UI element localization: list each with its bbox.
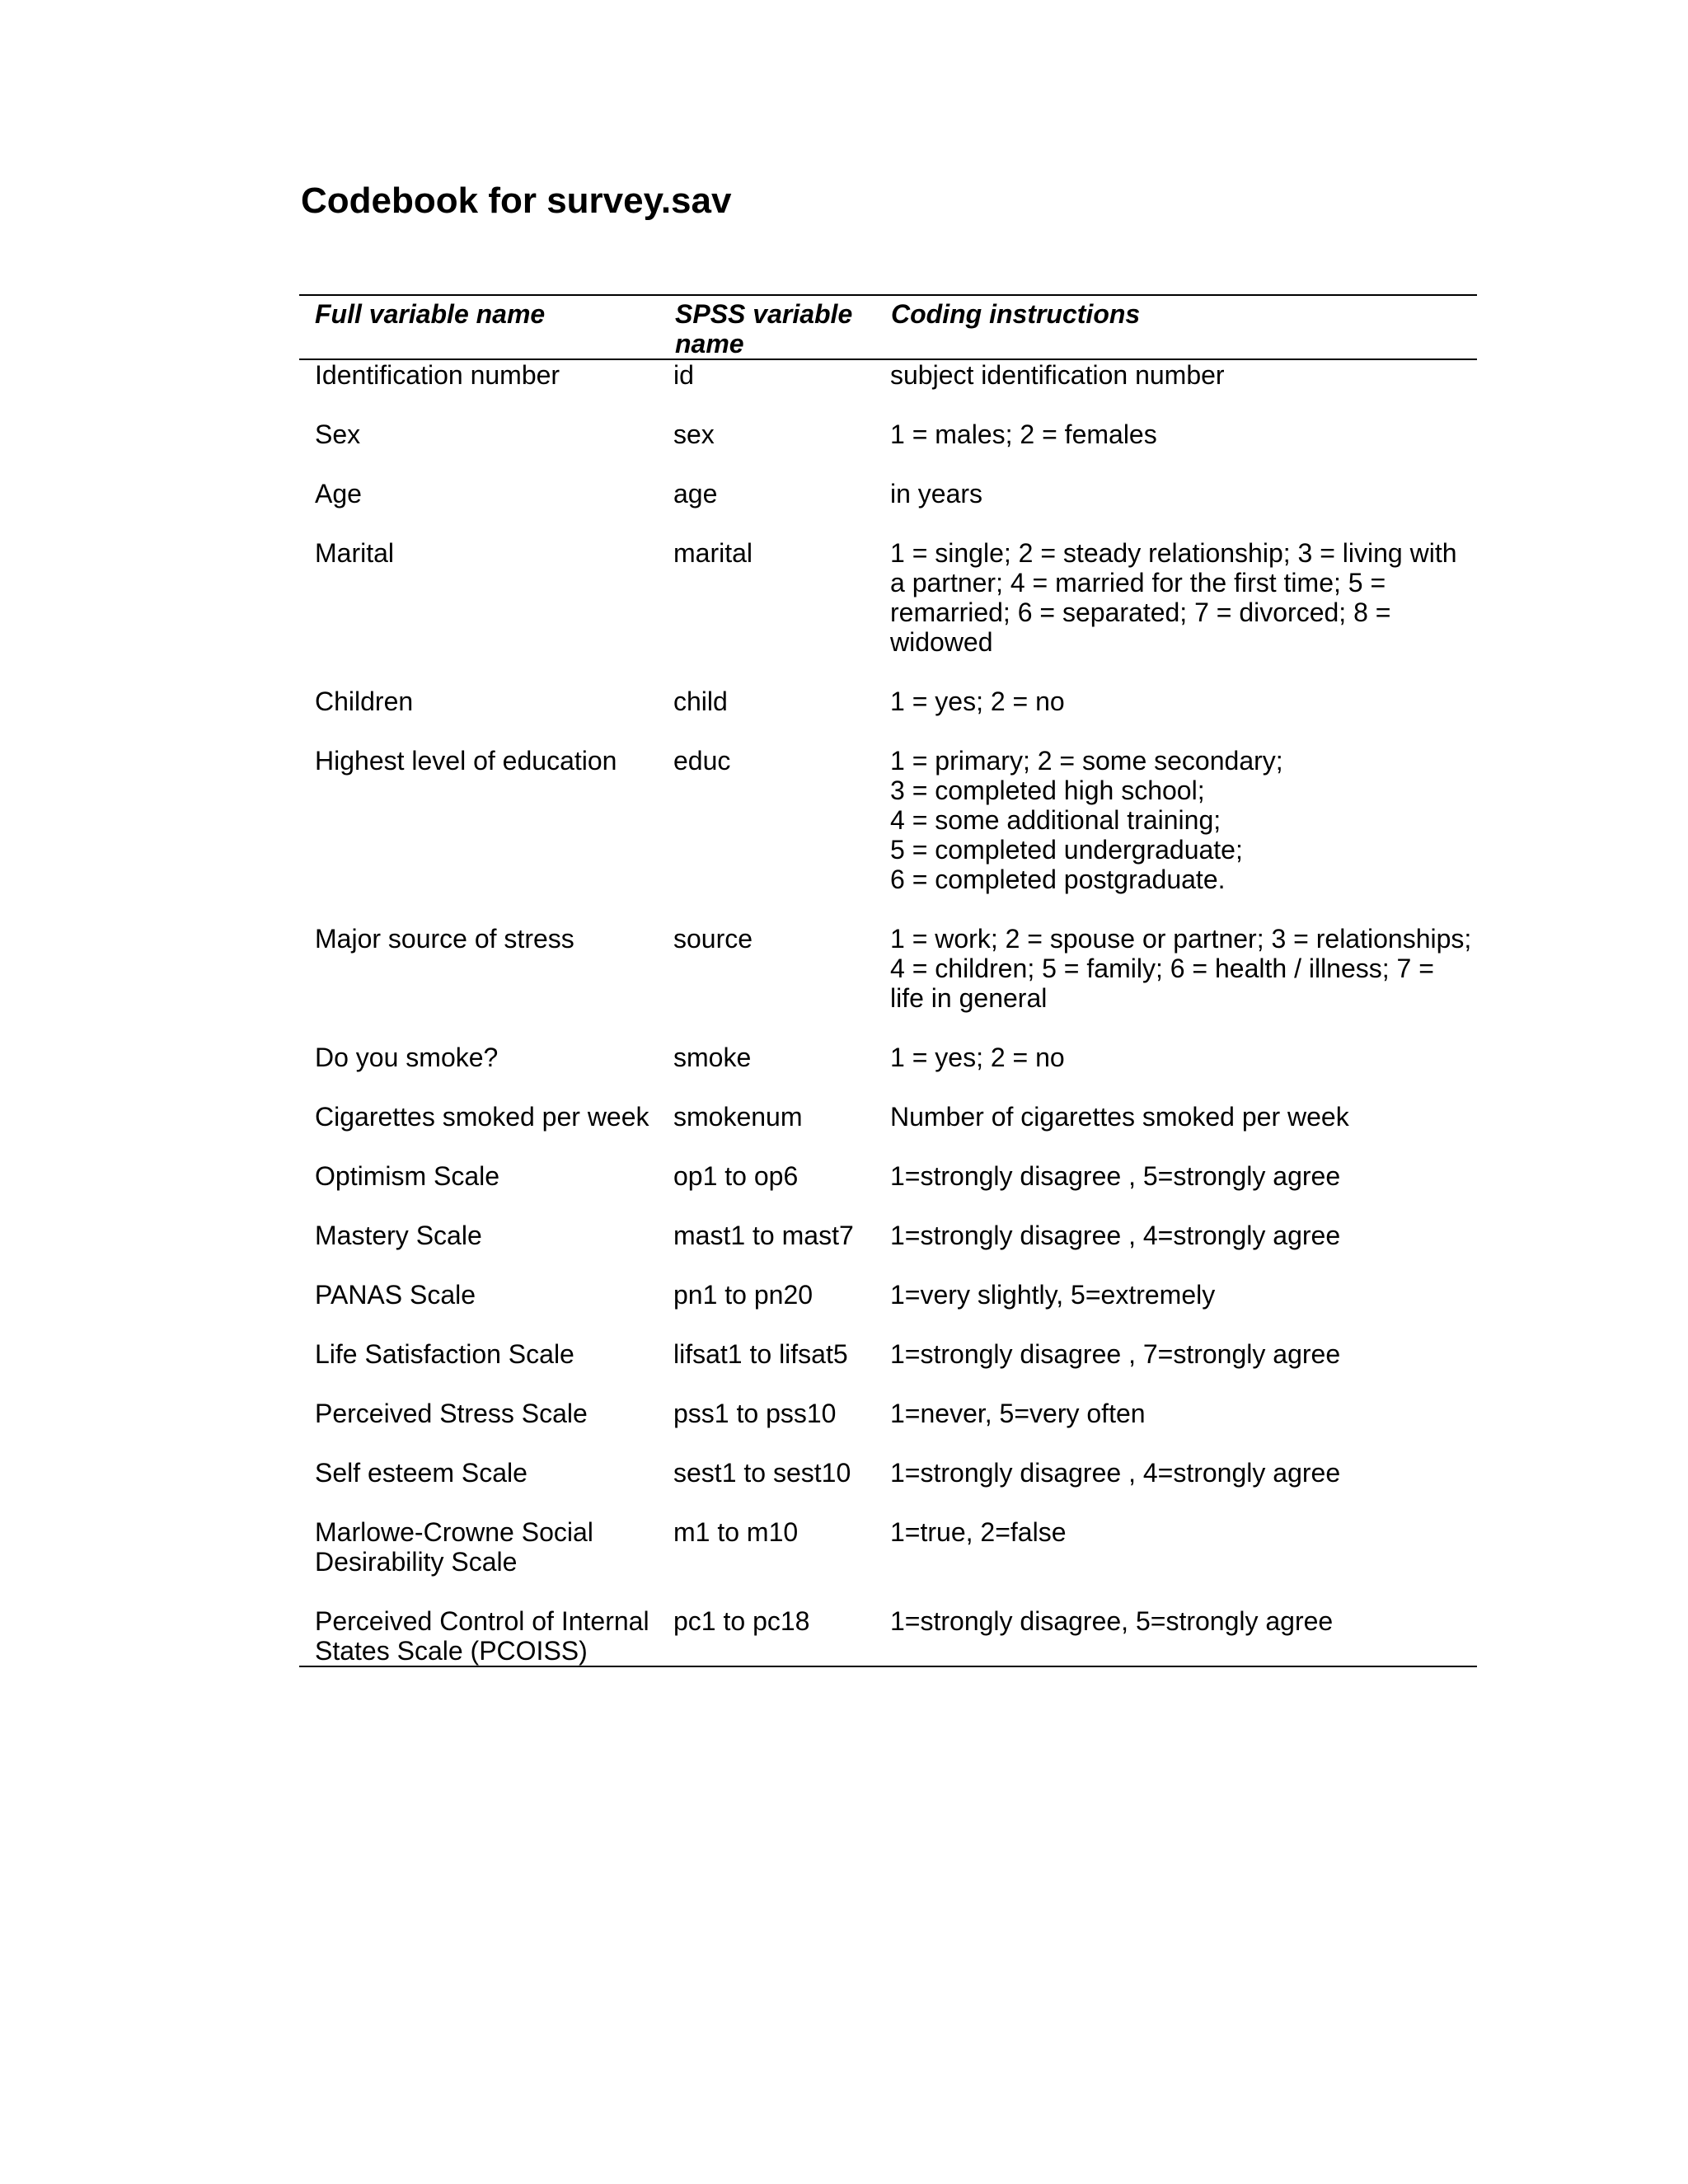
full-variable-name-cell: Perceived Control of Internal States Scale (PCOISS) — [315, 1606, 649, 1666]
table-row — [299, 1102, 1477, 1161]
table-row — [299, 1517, 1477, 1606]
coding-instructions-cell: 1 = work; 2 = spouse or partner; 3 = relationships; 4 = children; 5 = family; 6 = health / illness; 7 = life in general — [890, 924, 1472, 1013]
full-variable-name-cell: Do you smoke? — [315, 1043, 499, 1072]
spss-variable-name-cell: pss1 to pss10 — [673, 1399, 837, 1428]
coding-instructions-cell: 1=strongly disagree , 7=strongly agree — [890, 1339, 1341, 1369]
coding-instructions-cell: 1=strongly disagree , 5=strongly agree — [890, 1161, 1341, 1191]
full-variable-name-cell: Sex — [315, 419, 361, 449]
table-row — [299, 1161, 1477, 1221]
coding-instructions-cell: 1=strongly disagree , 4=strongly agree — [890, 1221, 1341, 1250]
spss-variable-name-cell: marital — [673, 538, 753, 568]
table-row — [299, 1458, 1477, 1517]
coding-instructions-cell: 1=true, 2=false — [890, 1517, 1067, 1547]
full-variable-name-cell: Marlowe-Crowne Social Desirability Scale — [315, 1517, 593, 1577]
spss-variable-name-cell: educ — [673, 746, 731, 776]
coding-instructions-cell: 1 = males; 2 = females — [890, 419, 1157, 449]
spss-variable-name-cell: smoke — [673, 1043, 752, 1072]
spss-variable-name-cell: sest1 to sest10 — [673, 1458, 851, 1488]
table-row — [299, 1399, 1477, 1458]
table-header — [299, 295, 1477, 359]
table-body — [299, 359, 1477, 1666]
full-variable-name-cell: Highest level of education — [315, 746, 617, 776]
table-row — [299, 359, 1477, 419]
coding-instructions-cell: 1 = yes; 2 = no — [890, 1043, 1065, 1072]
table-row — [299, 538, 1477, 687]
spss-variable-name-cell: lifsat1 to lifsat5 — [673, 1339, 848, 1369]
coding-instructions-cell: 1 = yes; 2 = no — [890, 687, 1065, 716]
table-row — [299, 419, 1477, 479]
full-variable-name-cell: Life Satisfaction Scale — [315, 1339, 574, 1369]
coding-instructions-cell: 1=strongly disagree, 5=strongly agree — [890, 1606, 1334, 1636]
header-spss-variable-name: SPSS variable name — [668, 295, 875, 359]
table-row — [299, 1606, 1477, 1666]
full-variable-name-cell: PANAS Scale — [315, 1280, 476, 1310]
full-variable-name-cell: Optimism Scale — [315, 1161, 500, 1191]
coding-instructions-cell: subject identification number — [890, 360, 1225, 390]
spss-variable-name-cell: pc1 to pc18 — [673, 1606, 810, 1636]
table-row — [299, 1221, 1477, 1280]
table-row — [299, 924, 1477, 1043]
page-title: Codebook for survey.sav — [301, 180, 732, 221]
table-row — [299, 1339, 1477, 1399]
coding-instructions-cell: 1 = primary; 2 = some secondary; 3 = completed high school; 4 = some additional training; 5 = completed undergraduate; 6 = completed postgraduate. — [890, 746, 1283, 894]
full-variable-name-cell: Self esteem Scale — [315, 1458, 528, 1488]
full-variable-name-cell: Major source of stress — [315, 924, 574, 954]
spss-variable-name-cell: child — [673, 687, 728, 716]
coding-instructions-cell: 1=never, 5=very often — [890, 1399, 1146, 1428]
full-variable-name-cell: Cigarettes smoked per week — [315, 1102, 649, 1132]
coding-instructions-cell: 1 = single; 2 = steady relationship; 3 = living with a partner; 4 = married for the first time; 5 = remarried; 6 = separated; 7 = divorced; 8 = widowed — [890, 538, 1457, 657]
coding-instructions-cell: 1=very slightly, 5=extremely — [890, 1280, 1216, 1310]
table-row — [299, 746, 1477, 924]
codebook-table — [299, 294, 1477, 1667]
header-full-variable-name: Full variable name — [299, 295, 668, 359]
spss-variable-name-cell: id — [673, 360, 694, 390]
full-variable-name-cell: Age — [315, 479, 362, 509]
header-row — [299, 295, 1477, 359]
full-variable-name-cell: Children — [315, 687, 414, 716]
table-row — [299, 687, 1477, 746]
full-variable-name-cell: Mastery Scale — [315, 1221, 482, 1250]
full-variable-name-cell: Perceived Stress Scale — [315, 1399, 588, 1428]
full-variable-name-cell: Marital — [315, 538, 395, 568]
full-variable-name-cell: Identification number — [315, 360, 560, 390]
spss-variable-name-cell: age — [673, 479, 718, 509]
table-row — [299, 1280, 1477, 1339]
spss-variable-name-cell: mast1 to mast7 — [673, 1221, 854, 1250]
spss-variable-name-cell: source — [673, 924, 753, 954]
spss-variable-name-cell: sex — [673, 419, 715, 449]
coding-instructions-cell: Number of cigarettes smoked per week — [890, 1102, 1349, 1132]
spss-variable-name-cell: op1 to op6 — [673, 1161, 799, 1191]
table-row — [299, 479, 1477, 538]
spss-variable-name-cell: m1 to m10 — [673, 1517, 799, 1547]
spss-variable-name-cell: pn1 to pn20 — [673, 1280, 814, 1310]
table-row — [299, 1043, 1477, 1102]
coding-instructions-cell: in years — [890, 479, 983, 509]
header-coding-instructions: Coding instructions — [875, 295, 1477, 359]
spss-variable-name-cell: smokenum — [673, 1102, 803, 1132]
coding-instructions-cell: 1=strongly disagree , 4=strongly agree — [890, 1458, 1341, 1488]
